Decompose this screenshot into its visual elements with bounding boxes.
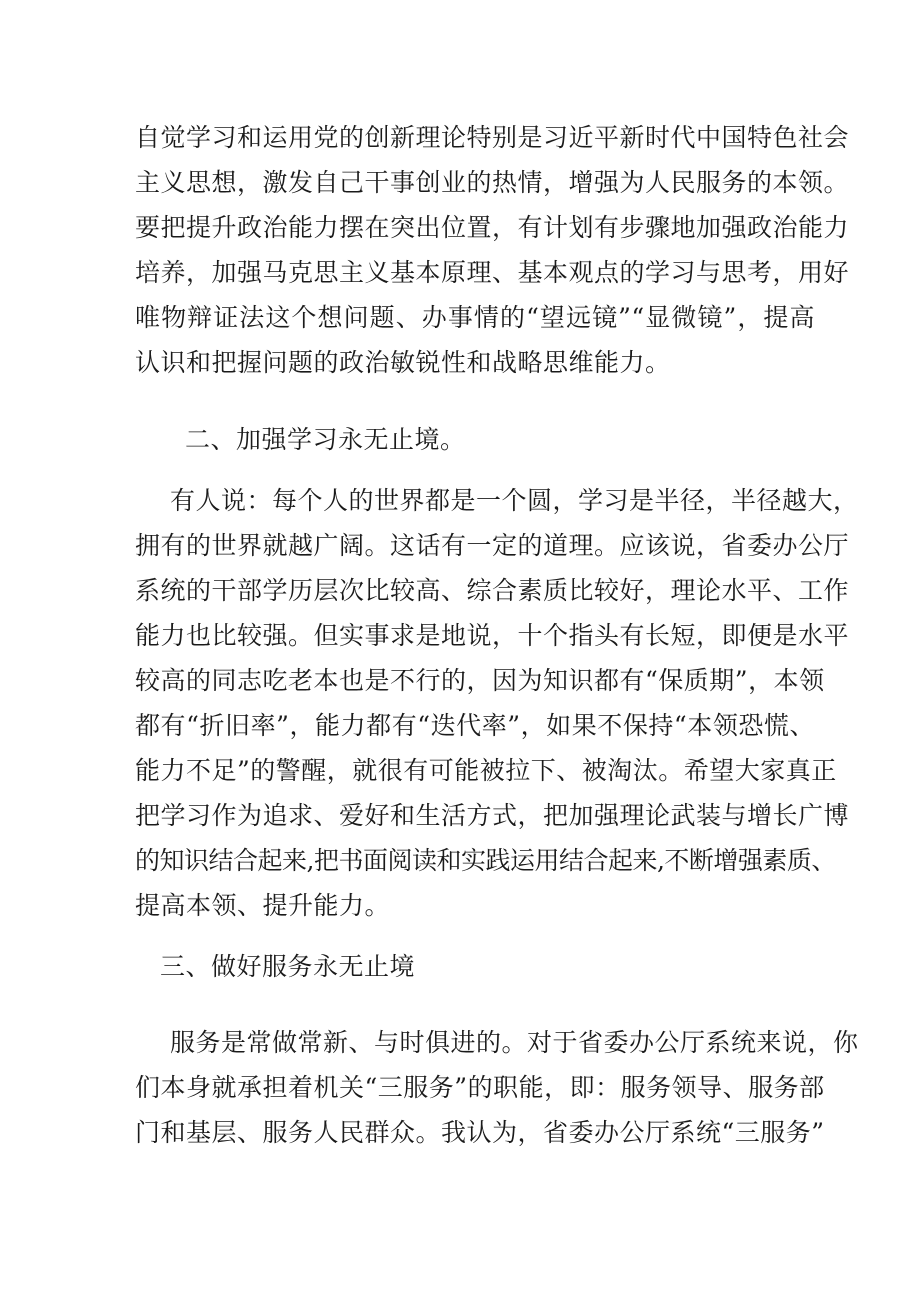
paragraph-line: 门和基层、服务人民群众。我认为，省委办公厅系统“三服务” [135, 1118, 825, 1147]
paragraph-line: 都有“折旧率”，能力都有“迭代率”，如果不保持“本领恐慌、 [135, 711, 815, 740]
paragraph-line: 较高的同志吃老本也是不行的，因为知识都有“保质期”，本领 [135, 666, 825, 695]
paragraph-line: 拥有的世界就越广阔。这话有一定的道理。应该说，省委办公厅 [135, 531, 850, 560]
section-heading-3: 三、做好服务永无止境 [160, 952, 416, 981]
section-heading-2: 二、加强学习永无止境。 [185, 425, 466, 454]
paragraph-line: 认识和把握问题的政治敏锐性和战略思维能力。 [135, 348, 671, 377]
paragraph-line: 服务是常做常新、与时俱进的。对于省委办公厅系统来说，你 [170, 1028, 859, 1057]
paragraph-line: 主义思想，激发自己干事创业的热情，增强为人民服务的本领。 [135, 168, 850, 197]
paragraph-line: 要把提升政治能力摆在突出位置，有计划有步骤地加强政治能力 [135, 213, 850, 242]
paragraph-line: 把学习作为追求、爱好和生活方式，把加强理论武装与增长广博 [135, 801, 850, 830]
paragraph-line: 系统的干部学历层次比较高、综合素质比较好，理论水平、工作 [135, 576, 850, 605]
paragraph-line: 的知识结合起来,把书面阅读和实践运用结合起来,不断增强素质、 [135, 846, 836, 875]
paragraph-line: 自觉学习和运用党的创新理论特别是习近平新时代中国特色社会 [135, 123, 850, 152]
paragraph-line: 有人说：每个人的世界都是一个圆，学习是半径，半径越大， [170, 486, 859, 515]
paragraph-line: 能力也比较强。但实事求是地说，十个指头有长短，即便是水平 [135, 621, 850, 650]
paragraph-line: 培养，加强马克思主义基本原理、基本观点的学习与思考，用好 [135, 258, 850, 287]
paragraph-line: 唯物辩证法这个想问题、办事情的“望远镜”“显微镜”，提高 [135, 303, 815, 332]
paragraph-line: 能力不足”的警醒，就很有可能被拉下、被淘汰。希望大家真正 [135, 756, 837, 785]
paragraph-line: 提高本领、提升能力。 [135, 891, 391, 920]
paragraph-line: 们本身就承担着机关“三服务”的职能，即：服务领导、服务部 [135, 1073, 825, 1102]
